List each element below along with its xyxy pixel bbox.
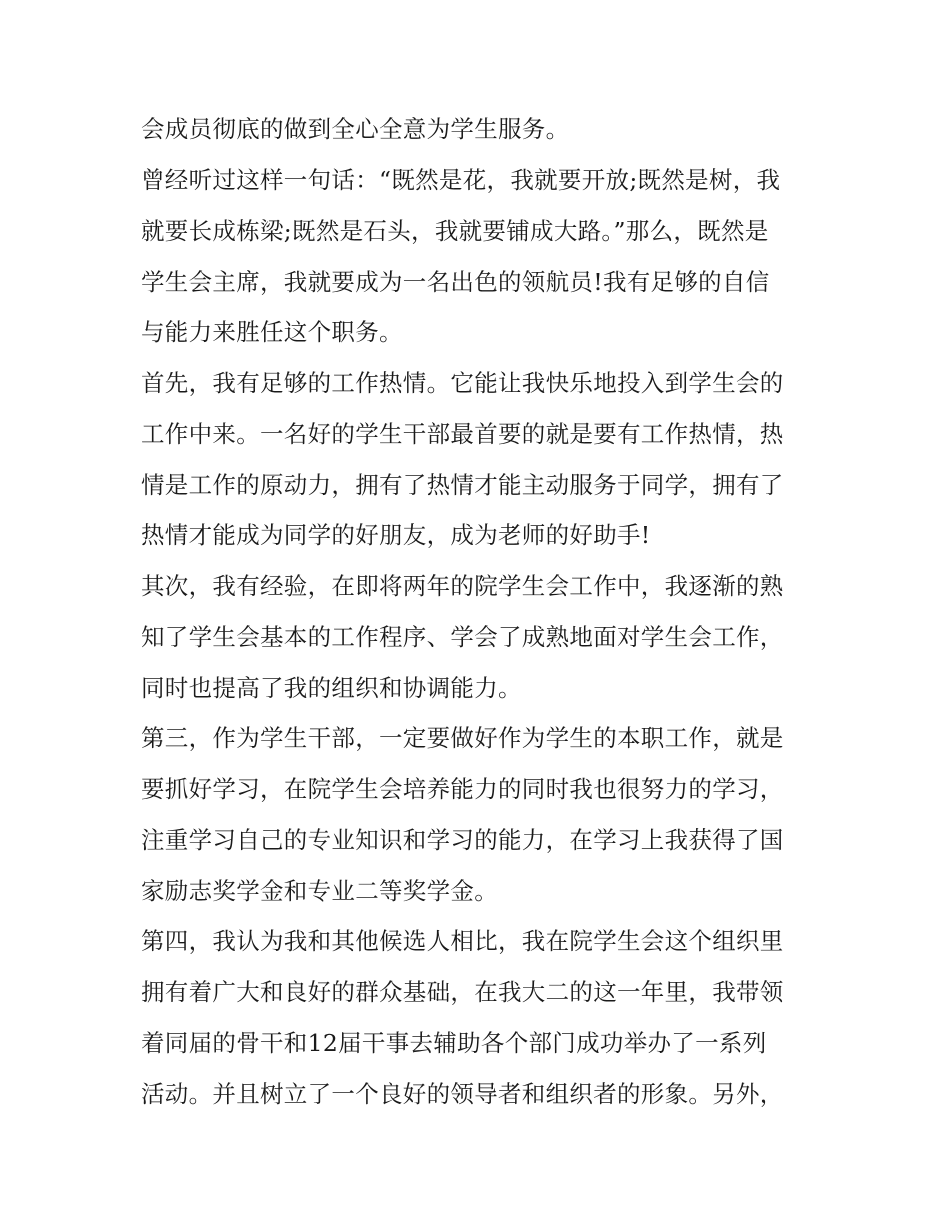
text-line: 与能力来胜任这个职务。 [141, 318, 403, 346]
text-line: 学生会主席，我就要成为一名出色的领航员!我有足够的自信 [141, 268, 770, 296]
text-line: 知了学生会基本的工作程序、学会了成熟地面对学生会工作， [141, 623, 784, 651]
text-line: 情是工作的原动力，拥有了热情才能主动服务于同学，拥有了 [141, 471, 784, 499]
text-line: 第三，作为学生干部，一定要做好作为学生的本职工作，就是 [141, 724, 784, 752]
text-line: 就要长成栋梁;既然是石头，我就要铺成大路。”那么，既然是 [141, 217, 769, 245]
text-line: 家励志奖学金和专业二等奖学金。 [141, 877, 498, 905]
text-line: 拥有着广大和良好的群众基础，在我大二的这一年里，我带领 [141, 978, 784, 1006]
text-line: 同时也提高了我的组织和协调能力。 [141, 674, 522, 702]
text-line: 会成员彻底的做到全心全意为学生服务。 [141, 115, 570, 143]
text-line: 活动。并且树立了一个良好的领导者和组织者的形象。另外， [141, 1080, 784, 1108]
text-line: 工作中来。一名好的学生干部最首要的就是要有工作热情，热 [141, 420, 784, 448]
text-line: 着同届的骨干和12届干事去辅助各个部门成功举办了一系列 [141, 1029, 767, 1057]
text-line: 第四，我认为我和其他候选人相比，我在院学生会这个组织里 [141, 927, 784, 955]
text-line: 热情才能成为同学的好朋友，成为老师的好助手! [141, 521, 651, 549]
text-line: 其次，我有经验，在即将两年的院学生会工作中，我逐渐的熟 [141, 572, 784, 600]
text-line: 要抓好学习，在院学生会培养能力的同时我也很努力的学习， [141, 775, 784, 803]
text-line: 注重学习自己的专业知识和学习的能力，在学习上我获得了国 [141, 826, 784, 854]
text-line: 曾经听过这样一句话：“既然是花，我就要开放;既然是树，我 [141, 166, 781, 194]
text-line: 首先，我有足够的工作热情。它能让我快乐地投入到学生会的 [141, 369, 784, 397]
